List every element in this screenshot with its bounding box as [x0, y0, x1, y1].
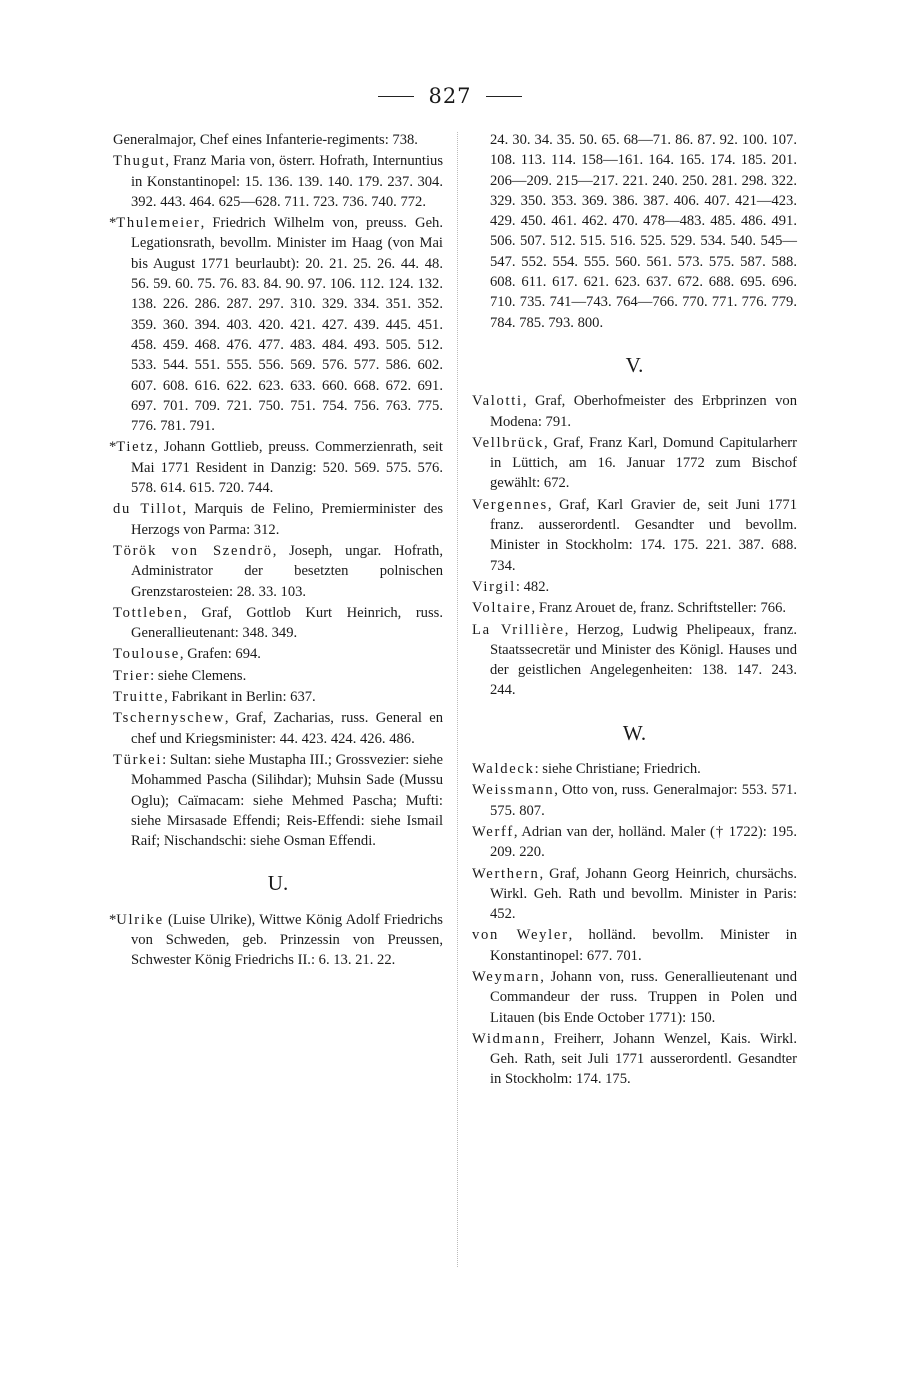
section-heading-u: U. — [267, 871, 289, 896]
index-entry — [472, 822, 797, 863]
entry-star-marker: * — [109, 911, 117, 928]
section-heading-v: V. — [625, 352, 644, 377]
index-entry — [472, 577, 797, 597]
entry-text: : Sultan: siehe Mustapha III.; Grossvezier: siehe Mohammed Pascha (Silihdar); Muhsin Sade (Mussu Oglu); Caïmacam: siehe Mehmed Pascha; Mufti: siehe Mirsasade Effendi; Reis-Effendi: siehe Ismail Raif; Nischandschi: siehe Osman Effendi. — [131, 751, 443, 850]
index-entry — [472, 495, 797, 576]
right-column — [472, 130, 797, 1091]
entry-text: : siehe Clemens. — [150, 667, 247, 684]
entry-head: Thugut — [113, 153, 166, 170]
entry-text: , Graf, Oberhofmeister des Erbprinzen von Modena: 791. — [490, 393, 797, 430]
left-entries-u — [109, 910, 443, 971]
entry-head: Waldeck — [472, 761, 535, 778]
left-entries — [109, 130, 443, 851]
entry-head: La Vrillière — [472, 621, 565, 638]
entry-text: , Franz Arouet de, franz. Schriftsteller: 766. — [531, 600, 787, 617]
entry-head: Werff — [472, 823, 514, 840]
index-entry — [472, 620, 797, 701]
index-entry — [113, 603, 443, 644]
index-entry-continuation: 24. 30. 34. 35. 50. 65. 68—71. 86. 87. 92. 100. 107. 108. 113. 114. 158—161. 164. 165. 174. 185. 201. 206—209. 215—217. 221. 240. 250. 281. 298. 322. 329. 350. 353. 369. 386. 387. 406. 407. 421—423. 429. 450. 461. 462. 470. 478—483. 485. 486. 491. 506. 507. 512. 515. 516. 525. 529. 534. 540. 545—547. 552. 554. 555. 560. 561. 573. 575. 587. 588. 608. 611. 617. 621. 623. 637. 672. 688. 695. 696. 710. 735. 741—743. 764—766. 770. 771. 776. 779. 784. 785. 793. 800. — [490, 132, 797, 331]
right-entries-v — [472, 391, 797, 700]
entry-text: (Luise Ulrike), Wittwe König Adolf Friedrichs von Schweden, geb. Prinzessin von Preussen, Schwester König Friedrichs II.: 6. 13. 21. 22. — [131, 911, 443, 969]
entry-head: Weissmann — [472, 782, 555, 799]
index-entry — [113, 499, 443, 540]
index-entry — [113, 130, 443, 150]
left-column — [109, 130, 443, 972]
entry-head: Vergennes — [472, 496, 548, 513]
index-entry — [113, 687, 443, 707]
index-entry — [113, 666, 443, 686]
entry-head: Truitte — [113, 689, 165, 706]
section-heading-w: W. — [622, 720, 647, 745]
entry-text: , Otto von, russ. Generalmajor: 553. 571. 575. 807. — [490, 782, 797, 819]
header-rule-right — [486, 96, 522, 97]
index-entry — [113, 708, 443, 749]
entry-text: , Freiherr, Johann Wenzel, Kais. Wirkl. Geh. Rath, seit Juli 1771 ausserordentl. Gesandter in Stockholm: 174. 175. — [490, 1030, 797, 1088]
entry-text: , Franz Maria von, österr. Hofrath, Internuntius in Konstantinopel: 15. 136. 139. 140. 179. 237. 304. 392. 443. 464. 625—628. 711. 723. 736. 740. 772. — [131, 153, 443, 210]
index-entry — [472, 1029, 797, 1090]
entry-head: Voltaire — [472, 600, 532, 617]
entry-text: , Herzog, Ludwig Phelipeaux, franz. Staatssecretär und Minister des Königl. Hauses und der geistlichen Angelegenheiten: 138. 147. 243. 244. — [490, 621, 797, 699]
right-entries-w — [472, 759, 797, 1090]
entry-text: , Friedrich Wilhelm von, preuss. Geh. Legationsrath, bevollm. Minister im Haag (von Mai bis August 1771 beurlaubt): 20. 21. 25. 26. 44. 48. 56. 59. 60. 75. 76. 83. 84. 90. 97. 106. 112. 124. 132. 138. 226. 286. 287. 297. 310. 329. 334. 351. 352. 359. 360. 394. 403. 420. 421. 427. 439. 445. 451. 458. 459. 468. 476. 477. 483. 484. 493. 505. 512. 533. 544. 551. 555. 556. 569. 576. 577. 586. 602. 607. 608. 616. 622. 623. 633. 660. 668. 672. 691. 697. 701. 709. 721. 750. 751. 754. 756. 763. 775. 776. 781. 791. — [131, 215, 443, 435]
index-entry — [109, 213, 443, 436]
entry-text: , Graf, Zacharias, russ. General en chef und Kriegsminister: 44. 423. 424. 426. 486. — [131, 710, 443, 747]
entry-text: , Fabrikant in Berlin: 637. — [164, 689, 316, 706]
entry-head: Weymarn — [472, 968, 541, 985]
entry-text: , Graf, Karl Gravier de, seit Juni 1771 franz. ausserordentl. Gesandter und bevollm. Minister in Stockholm: 174. 175. 221. 387. 688. 734. — [490, 496, 797, 574]
entry-head: Thulemeier — [116, 215, 201, 232]
index-entry — [472, 967, 797, 1028]
entry-text: : siehe Christiane; Friedrich. — [534, 761, 701, 778]
entry-head: Török von Szendrö — [113, 542, 273, 559]
entry-head: Valotti — [472, 393, 523, 410]
entry-head: von Weyler — [472, 927, 569, 944]
entry-text: , Adrian van der, holländ. Maler († 1722): 195. 209. 220. — [490, 823, 797, 861]
page-number: 827 — [428, 84, 472, 108]
entry-head: Toulouse — [113, 646, 180, 663]
entry-head: Tietz — [116, 439, 155, 456]
entry-head: du Tillot — [113, 501, 183, 518]
entry-text: , Graf, Franz Karl, Domund Capitularherr in Lüttich, am 16. Januar 1772 zum Bischof gewählt: 672. — [490, 434, 797, 492]
index-entry — [472, 391, 797, 432]
column-divider — [457, 132, 458, 1267]
entry-text: , Johann von, russ. Generallieutenant und Commandeur der russ. Truppen in Polen und Litauen (bis Ende October 1771): 150. — [490, 968, 797, 1026]
entry-head: Virgil — [472, 578, 516, 595]
index-entry — [472, 780, 797, 821]
index-entry — [113, 151, 443, 212]
index-entry — [113, 541, 443, 602]
entry-text: , Johann Gottlieb, preuss. Commerzienrath, seit Mai 1771 Resident in Danzig: 520. 569. 575. 576. 578. 614. 615. 720. 744. — [131, 439, 443, 497]
entry-text: , Marquis de Felino, Premierminister des Herzogs von Parma: 312. — [131, 501, 443, 538]
entry-head: Trier — [113, 667, 151, 684]
entry-head: Werthern — [472, 865, 540, 882]
entry-head: Ulrike — [116, 911, 164, 928]
index-entry — [472, 433, 797, 494]
entry-text: , holländ. bevollm. Minister in Konstantinopel: 677. 701. — [490, 927, 798, 964]
index-entry — [113, 750, 443, 851]
entry-head: Tottleben — [113, 604, 184, 621]
index-entry — [472, 925, 797, 966]
entry-text: , Graf, Johann Georg Heinrich, chursächs. Wirkl. Geh. Rath und bevollm. Minister in Paris: 452. — [490, 865, 797, 923]
entry-head: Widmann — [472, 1030, 541, 1047]
entry-star-marker: * — [109, 439, 117, 456]
index-entry — [472, 864, 797, 925]
entry-text: : 482. — [515, 578, 550, 595]
index-entry — [113, 644, 443, 664]
entry-head: Vellbrück — [472, 434, 545, 451]
index-entry — [109, 437, 443, 498]
entry-text: , Graf, Gottlob Kurt Heinrich, russ. Generallieutenant: 348. 349. — [131, 604, 443, 642]
entry-head: Türkei — [113, 751, 163, 768]
index-entry — [472, 598, 797, 618]
entry-text: , Joseph, ungar. Hofrath, Administrator der besetzten polnischen Grenzstarosteien: 28. 33. 103. — [131, 542, 443, 600]
entry-text: Generalmajor, Chef eines Infanterie-regiments: 738. — [113, 132, 418, 148]
entry-text: , Grafen: 694. — [179, 646, 261, 663]
index-entry — [472, 759, 797, 779]
entry-head: Tschernyschew — [113, 710, 225, 727]
entry-star-marker: * — [109, 215, 117, 232]
header-rule-left — [378, 96, 414, 97]
page-header — [0, 84, 900, 108]
index-entry — [109, 910, 443, 971]
